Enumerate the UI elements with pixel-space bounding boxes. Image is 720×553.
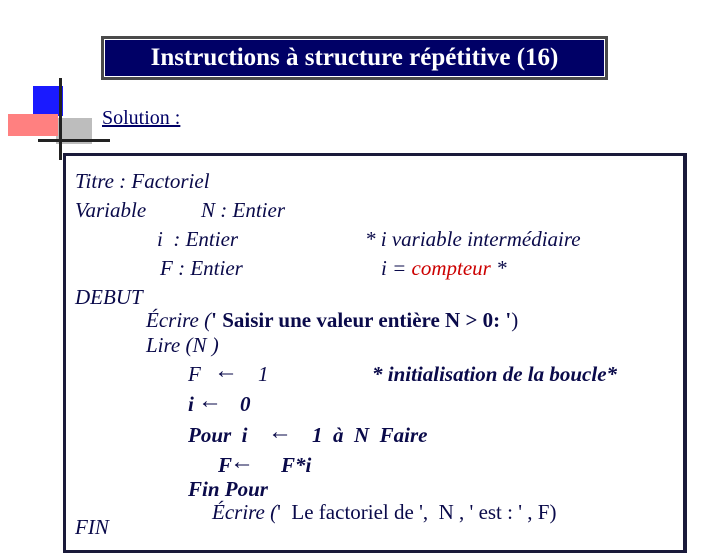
fin-keyword: FIN	[75, 515, 109, 539]
f-assign-lhs: F	[188, 362, 201, 386]
ecrire1-line	[146, 308, 518, 333]
var-i: i : Entier	[157, 227, 239, 251]
f-loop-rhs: F*i	[281, 453, 312, 477]
i-assign-lhs: i	[188, 392, 194, 416]
ecrire2-close: )	[549, 500, 557, 524]
assign-arrow-icon: ←	[230, 449, 254, 475]
pink-square	[8, 114, 58, 136]
var-i-comment: * i variable intermédiaire	[365, 227, 581, 251]
debut-keyword: DEBUT	[75, 285, 143, 309]
pour-part2: 1 à N Faire	[312, 423, 428, 447]
page-title: Instructions à structure répétitive (16)	[104, 39, 605, 77]
ecrire2-keyword: Écrire (	[212, 500, 278, 524]
comment-star: *	[490, 256, 507, 280]
title-banner	[101, 36, 608, 80]
init-comment: * initialisation de la boucle*	[372, 362, 618, 386]
titre-value: Factoriel	[131, 169, 210, 193]
f-loop-lhs: F	[218, 453, 233, 477]
variable-label: Variable	[75, 198, 147, 222]
decorative-bullet-graphic	[0, 0, 110, 165]
f-assign-rhs: 1	[258, 362, 269, 386]
titre-label: Titre :	[75, 169, 132, 193]
var-f: F : Entier	[160, 256, 243, 280]
var-n: N : Entier	[201, 198, 285, 222]
comment-compteur: compteur	[411, 256, 491, 280]
pour-part1: Pour i	[188, 423, 248, 447]
horizontal-rule	[38, 139, 110, 142]
assign-arrow-icon: ←	[268, 419, 292, 445]
ecrire1-text: ' Saisir une valeur entière N > 0: '	[211, 308, 512, 332]
ecrire1-keyword: Écrire (	[146, 308, 212, 332]
i-assign-rhs: 0	[240, 392, 251, 416]
assign-arrow-icon: ←	[198, 388, 222, 414]
section-subtitle: Solution :	[102, 107, 181, 129]
ecrire1-close: )	[511, 308, 519, 332]
assign-arrow-icon: ←	[214, 358, 238, 384]
ecrire2-line	[212, 500, 556, 525]
compteur-comment	[381, 256, 507, 281]
ecrire2-text: ' Le factoriel de ', N , ' est : ' , F	[277, 500, 550, 524]
comment-i-eq: i =	[381, 256, 412, 280]
fin-pour: Fin Pour	[188, 477, 268, 501]
titre-line	[75, 169, 210, 194]
lire-line: Lire (N )	[146, 333, 219, 357]
vertical-rule	[59, 78, 62, 160]
